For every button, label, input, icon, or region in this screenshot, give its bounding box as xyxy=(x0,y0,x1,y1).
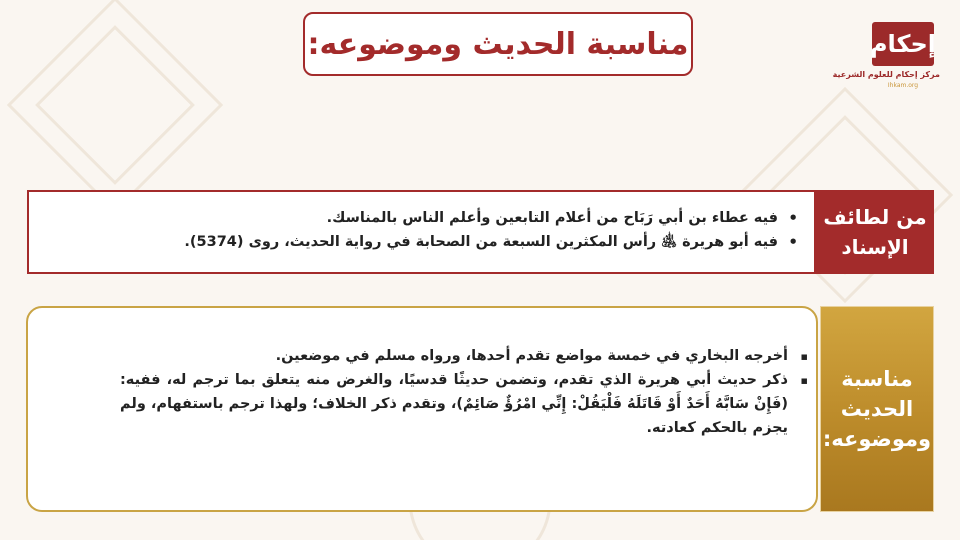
bullet-icon: ▪ xyxy=(800,374,808,387)
isnad-item-2: فيه أبو هريرة ﵁ رأس المكثرين السبعة من الصحابة في رواية الحديث، روى (5374). xyxy=(184,234,778,250)
title-box xyxy=(303,12,693,76)
list-item xyxy=(110,230,800,254)
logo-tagline: Ihkam.org xyxy=(887,82,919,89)
isnad-list xyxy=(110,206,800,254)
bullet-icon: • xyxy=(788,209,798,227)
isnad-label-line2: الإسناد xyxy=(841,235,909,259)
munasaba-label-line3: وموضوعه: xyxy=(822,427,932,451)
munasaba-label-box xyxy=(820,306,934,512)
list-item xyxy=(120,368,810,440)
munasaba-item-2: ذكر حديث أبي هريرة الذي تقدم، وتضمن حديثًا قدسيًا، والغرض منه يتعلق بما ترجم له، ففيه: (فَإِنْ سَابَّهُ أَحَدٌ أَوْ قَاتَلَهُ فَلْيَقُلْ: إِنِّي امْرُؤٌ صَائِمٌ)، وتقدم ذكر الخلاف؛ ولهذا ترجم باستفهام، ولم يجزم بالحكم كعادته. xyxy=(120,372,788,436)
logo-mark xyxy=(869,22,937,66)
logo xyxy=(832,22,940,94)
munasaba-item-1: أخرجه البخاري في خمسة مواضع تقدم أحدها، ورواه مسلم في موضعين. xyxy=(275,348,788,364)
isnad-label xyxy=(823,202,926,262)
munasaba-label xyxy=(823,364,931,454)
logo-subtitle: مركز إحكام للعلوم الشرعية xyxy=(832,70,940,79)
list-item xyxy=(120,344,810,368)
isnad-item-1: فيه عطاء بن أبي رَبَاح من أعلام التابعين وأعلم الناس بالمناسك. xyxy=(326,210,778,226)
isnad-label-line1: من لطائف xyxy=(823,205,927,229)
page-title: مناسبة الحديث وموضوعه: xyxy=(307,26,689,62)
logo-word: إحكام xyxy=(869,30,937,58)
isnad-label-box xyxy=(816,190,934,274)
munasaba-label-line1: مناسبة xyxy=(841,367,913,391)
munasaba-list xyxy=(120,344,810,440)
bullet-icon: • xyxy=(788,233,798,251)
bullet-icon: ▪ xyxy=(800,350,808,363)
list-item xyxy=(110,206,800,230)
munasaba-label-line2: الحديث xyxy=(840,397,914,421)
